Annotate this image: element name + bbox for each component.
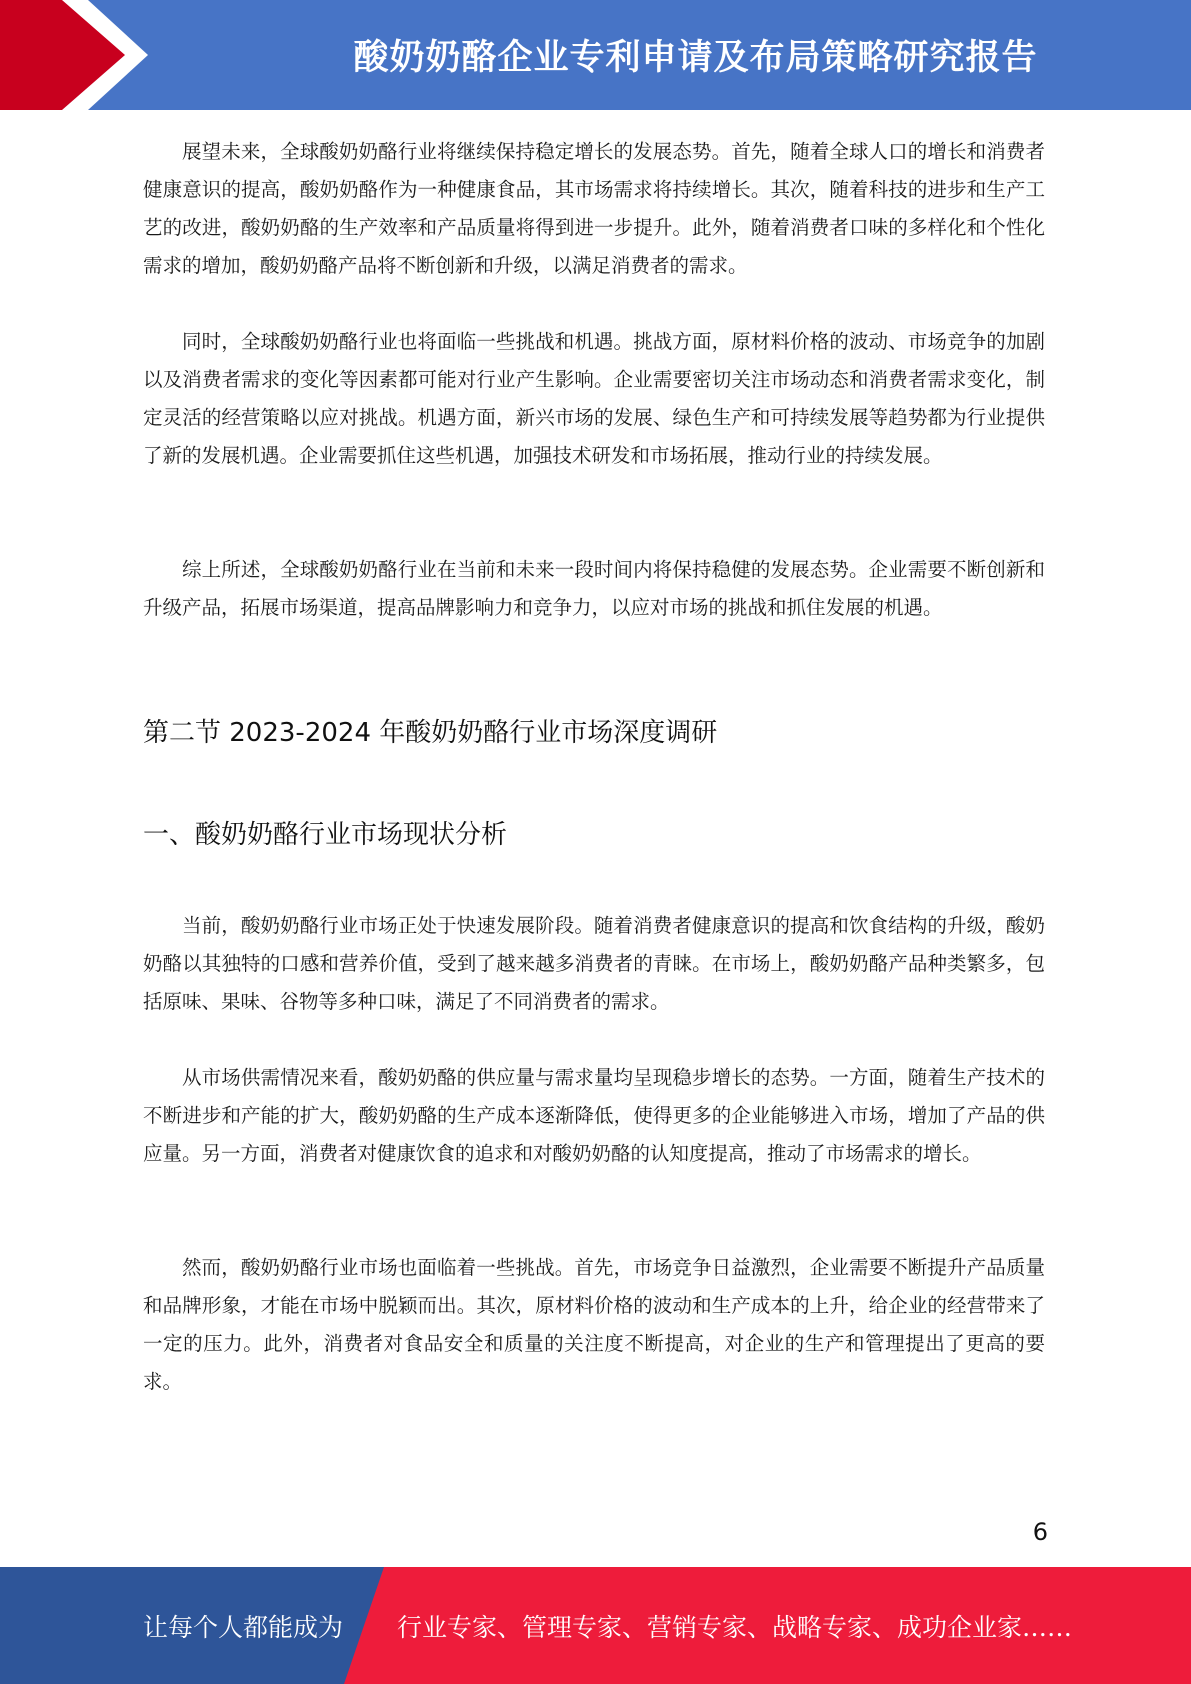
paragraph-outlook: 展望未来，全球酸奶奶酪行业将继续保持稳定增长的发展态势。首先，随着全球人口的增长和消费者健康意识的提高，酸奶奶酪作为一种健康食品，其市场需求将持续增长。其次，随着科技的进步和生产工艺的改进，酸奶奶酪的生产效率和产品质量将得到进一步提升。此外，随着消费者口味的多样化和个性化需求的增加，酸奶奶酪产品将不断创新和升级，以满足消费者的需求。	[143, 140, 1045, 277]
paragraph-market-status: 当前，酸奶奶酪行业市场正处于快速发展阶段。随着消费者健康意识的提高和饮食结构的升级，酸奶奶酪以其独特的口感和营养价值，受到了越来越多消费者的青睐。在市场上，酸奶奶酪产品种类繁多，包括原味、果味、谷物等多种口味，满足了不同消费者的需求。	[143, 914, 1045, 1013]
report-title: 酸奶奶酪企业专利申请及布局策略研究报告	[353, 38, 1038, 78]
chevron-arrow-icon	[0, 0, 160, 110]
paragraph-challenges-opportunities: 同时，全球酸奶奶酪行业也将面临一些挑战和机遇。挑战方面，原材料价格的波动、市场竞争的加剧以及消费者需求的变化等因素都可能对行业产生影响。企业需要密切关注市场动态和消费者需求变化，制定灵活的经营策略以应对挑战。机遇方面，新兴市场的发展、绿色生产和可持续发展等趋势都为行业提供了新的发展机遇。企业需要抓住这些机遇，加强技术研发和市场拓展，推动行业的持续发展。	[143, 330, 1045, 467]
footer-slogan-left: 让每个人都能成为	[143, 1612, 344, 1642]
subsection-heading: 一、酸奶奶酪行业市场现状分析	[143, 820, 508, 850]
page-number: 6	[1032, 1518, 1048, 1546]
section-heading: 第二节 2023-2024 年酸奶奶酪行业市场深度调研	[143, 718, 718, 748]
paragraph-market-challenges: 然而，酸奶奶酪行业市场也面临着一些挑战。首先，市场竞争日益激烈，企业需要不断提升产品质量和品牌形象，才能在市场中脱颖而出。其次，原材料价格的波动和生产成本的上升，给企业的经营带来了一定的压力。此外，消费者对食品安全和质量的关注度不断提高，对企业的生产和管理提出了更高的要求。	[143, 1256, 1045, 1393]
paragraph-summary: 综上所述，全球酸奶奶酪行业在当前和未来一段时间内将保持稳健的发展态势。企业需要不断创新和升级产品，拓展市场渠道，提高品牌影响力和竞争力，以应对市场的挑战和抓住发展的机遇。	[143, 558, 1045, 619]
footer-slogan-right: 行业专家、管理专家、营销专家、战略专家、成功企业家……	[397, 1612, 1073, 1642]
paragraph-supply-demand: 从市场供需情况来看，酸奶奶酪的供应量与需求量均呈现稳步增长的态势。一方面，随着生产技术的不断进步和产能的扩大，酸奶奶酪的生产成本逐渐降低，使得更多的企业能够进入市场，增加了产品的供应量。另一方面，消费者对健康饮食的追求和对酸奶奶酪的认知度提高，推动了市场需求的增长。	[143, 1066, 1045, 1165]
header-bar	[0, 0, 1191, 110]
footer-banner	[0, 1567, 1191, 1684]
